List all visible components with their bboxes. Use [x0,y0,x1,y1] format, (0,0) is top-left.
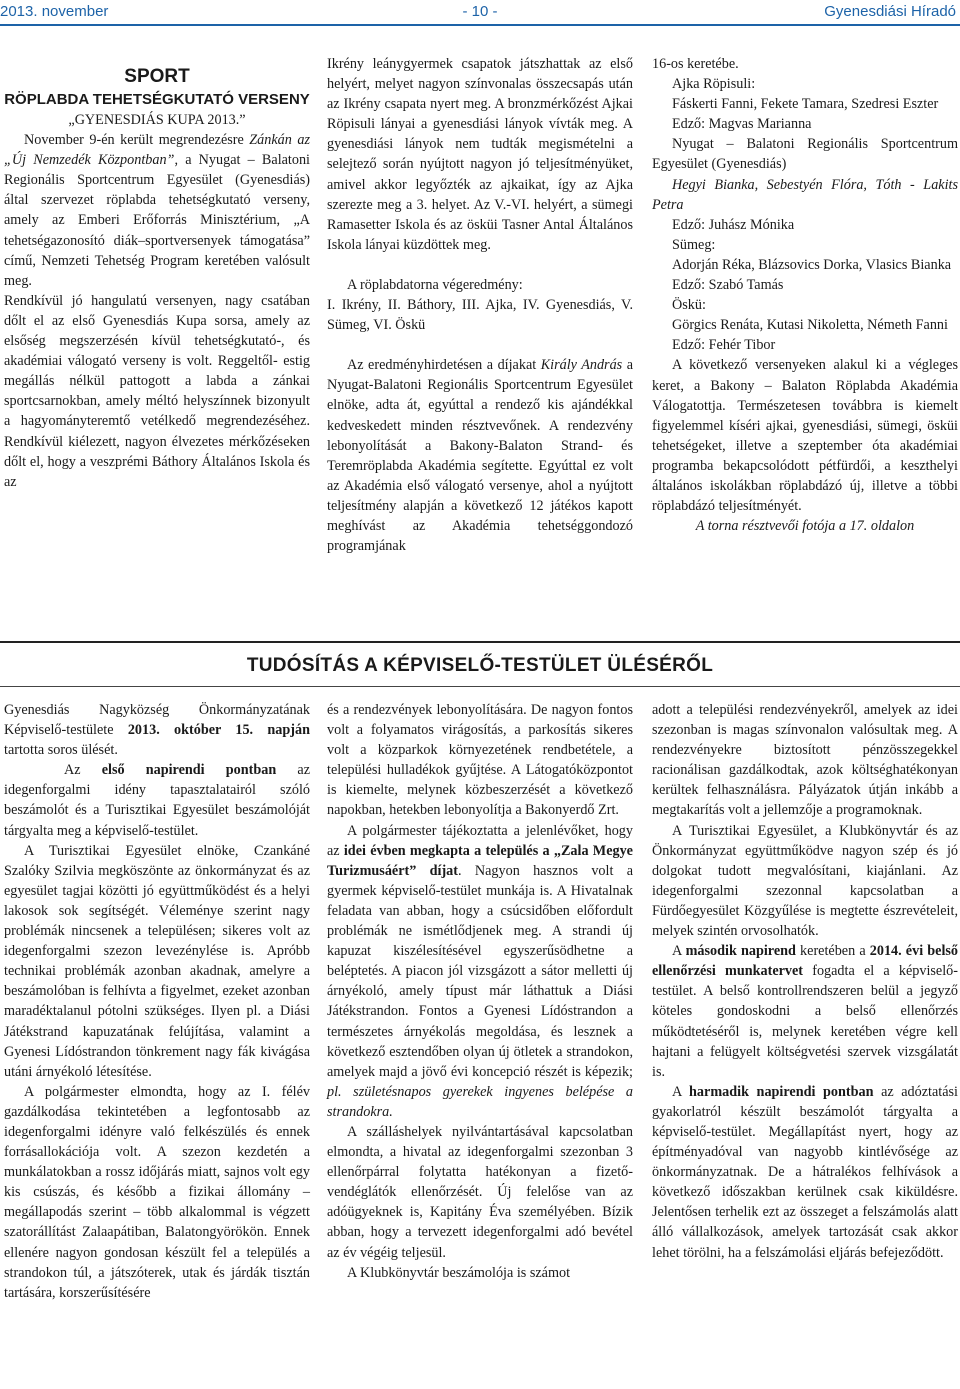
section-title-sport: SPORT [124,66,190,87]
sport-column-3 [652,54,958,536]
team-coach: Edző: Fehér Tibor [672,337,776,354]
title-underline [0,686,960,687]
section-divider [0,641,960,643]
team-coach: Edző: Szabó Tamás [672,277,784,294]
team-players: Görgics Renáta, Kutasi Nikoletta, Németh Fanni [672,317,948,334]
paragraph: A szálláshelyek nyilvántartásával kapcsolatban elmondta, a hivatal az idegenforgalmi szezonban 3 ellenőrpárral folytatta hatékonyan a fizető-vendéglátók ellenőrzését. Új felelőse van az adóügyeknek is, Kapitány Éva személyében. Bízik abban, hogy a tervezett idegenforgalmi adó bevétel az év végéig teljesül. [327,1123,633,1261]
report-column-3 [652,700,958,1263]
report-column-2 [327,700,633,1283]
paragraph: A Klubkönyvtár beszámolója is számot [347,1264,571,1281]
article-title-volleyball: RÖPLABDA TEHETSÉGKUTATÓ VERSENY [4,91,310,108]
paragraph: A második napirend keretében a 2014. évi belső ellenőrzési munkatervet fogadta el a képviselő-testület. A belső kontrollrendszeren belül a jegyző köteles gondoskodni a belső ellenőrzés működtetéséről is, melynek keretében végre kell hajtani a felügyelt költségvetési szervek vizsgálatát is. [652,943,959,1080]
team-name: Öskü: [672,297,706,314]
photo-reference: A torna résztvevői fotója a 17. oldalon [695,518,915,535]
header-rule [0,24,960,26]
paragraph: adott a települési rendezvényekről, amelyek az idei szezonban is magas színvonalon valósultak meg. A rendezvényekre biztosított pénzösszegekkel racionálisan gazdálkodtak, azok költséghatékonyan kerültek felhasználásra. Pályázatok útján inkább a megtakarítás volt a jellemzője a programoknak. [652,702,958,819]
team-name: Sümeg: [672,236,716,253]
paragraph: Gyenesdiás Nagyközség Önkormányzatának Képviselő-testülete 2013. október 15. napján tartotta soros ülését. [4,702,310,759]
sport-column-2 [327,54,633,556]
team-coach: Edző: Magvas Marianna [672,116,812,133]
report-column-1 [4,700,310,1303]
paragraph: A polgármester elmondta, hogy az I. félév gazdálkodása tekintetében a legfontosabb az idegenforgalmi idényre való felkészülés és ennek forrásallokációja volt. A szezon kezdetén a munkálatokban a rossz időjárás miatt, sajnos volt egy kis csúszás, és később a fizikai állomány – megállapodás szerint – több alkalommal is végzett szatorállítást Zalaapátiban, Balatongyörökön. Ennek ellenére nagyon gondosan készült fel a település a strandokon túl, a játszóterek, utak és járdák tisztán tartására, korszerűsítésére [4,1083,310,1301]
team-players: Fáskerti Fanni, Fekete Tamara, Szedresi Eszter [672,96,939,113]
header-page-number: - 10 - [462,3,498,20]
paragraph: November 9-én került megrendezésre Zánkán az „Új Nemzedék Központban”, a Nyugat – Balatoni Regionális Sportcentrum Egyesület (Gyenesdiás) által szervezet röplabda tehetségkutató verseny, amely az Emberi Erőforrás Minisztérium, „A tehetségazonosító diák–sportversenyek támogatása” című, Nemzeti Tehetség Program keretében valósult meg. [4,132,310,289]
paragraph: A következő versenyeken alakul ki a végleges keret, a Bakony – Balaton Röplabda Akadémia Válogatottja. Természetesen továbbra is kiemelt figyelemmel kíséri ajkai, gyenesdiási, sümegi, ösküi tehetségeket, illetve a szeptember óta akadémiai programba bekapcsolódott pétfürdői, a keszthelyi általános iskolákban röplabdázó új, illetve a többi röplabdázó teljesítményét. [652,357,958,515]
paragraph: Rendkívül jó hangulatú versenyen, nagy csatában dőlt el az első Gyenesdiás Kupa sorsa, amely az elsőség megszerzésén kívül tehetségkutató-, és akadémiai válogató verseny is volt. Reggeltől- estig megállás nélkül pattogott a labda a zánkai sportcsarnokban, amely méltó helyszínnek bizonyult a hagyományteremtő vetélkedő megrendezéséhez. Rendkívül kiélezett, nagyon élvezetes mérkőzéseken dőlt el, hogy a veszprémi Báthory Általános Iskola és az [4,292,310,490]
team-coach: Edző: Juhász Mónika [672,216,795,233]
team-players: Adorján Réka, Blázsovics Dorka, Vlasics Bianka [672,256,952,273]
team-name: Nyugat – Balatoni Regionális Sportcentrum Egyesület (Gyenesdiás) [652,136,958,173]
paragraph: A harmadik napirendi pontban az adóztatási gyakorlatról készült beszámolót tárgyalta a képviselő-testület. Megállapítást nyert, hogy az építményadóval van nagyobb kintlévősége az önkormányzatnak. De a hátralékos felhívások a következő időszakban kerülnek csak kiküldésre. Jelentősen terhelik ezt az összeget a felszámolás alatt álló vállalkozások, amelyek tartozását csak akkor lehet törölni, ha a felszámolási eljárás befejeződött. [652,1083,958,1261]
header-paper-name: Gyenesdiási Híradó [824,3,956,20]
paragraph: Az eredményhirdetésen a díjakat Király András a Nyugat-Balatoni Regionális Sportcentrum Egyesület elnöke, adta át, egyúttal a rendező kis ajándékkal kedveskedett minden résztvevőnek. A rendezvény lebonyolítását a Bakony-Balaton Strand- és Teremröplabda Akadémia segítette. Egyúttal ez volt az Akadémia első válogató versenye, ahol a nyújtott teljesítmény alapján a következő 12 játékos kapott meghívást az Akadémia tehetséggondozó programjának [327,357,633,555]
results-title: A röplabdatorna végeredmény: [347,276,523,293]
page-header [0,0,960,24]
paragraph: A Turisztikai Egyesület, a Klubkönyvtár és az Önkormányzat együttműködve nagyon szép és jó dolgokat tudott megvalósítani, kiajánlani. Az idegenforgalmi szezonnal kapcsolatban a Fürdőegyesület Közgyűlése is megtette észrevételeit, melyek szintén orvosolhatók. [652,822,958,940]
paragraph: A Turisztikai Egyesület elnöke, Czankáné Szalóky Szilvia megköszönte az önkormányzat és az egyesület tagjai közötti jó együttműködést és a helyi lakosok sok segítségét. Véleménye szerint nagy problémák nincsenek a településen; sikeres volt az idegenforgalmi szezon levezénylése is. Apróbb technikai problémák azonban akadnak, amelyre a beszámolóban is felhívta a figyelmet, ezeket azonban maradéktalanul pótolni szükséges. Ilyen pl. a Diási Játékstrand kapuzatának felújítása, valamint a Gyenesi Lídóstrandon tönkrement nagy fák kivágása utáni árnyékoló létesítése. [4,842,310,1080]
paragraph: és a rendezvények lebonyolítására. De nagyon fontos volt a folyamatos virágosítás, a parkosítás sikeres volt a közparkok környezetének rendbetétele, a települési hulladékok gyűjtése. A Látogatóközpontot is kiemelte, melynek közbeszerzését a következő napokban, hetekben lebonyolítja a Bakonyerdő Zrt. [327,702,633,819]
header-date: 2013. november [0,3,109,20]
sport-column-1 [4,64,310,492]
paragraph: A polgármester tájékoztatta a jelenlévőket, hogy az idei évben megkapta a település a „Zala Megye Turizmusáért” díjat. Nagyon hasznos volt a gyermek képviselő-testület munkája is. A Hivatalnak feladata van abban, hogy a csúcsidőben előfordult problémák ne ismétlődjenek meg. A strandi új kapuzat kiszélesítésével egyszerűsödhetne a beléptetés. A piacon jól vizsgázott a sátor melletti új árnyékoló, amely típust már láthattuk a Diási Játékstrandon. Fontos a Gyenesi Lídóstrandon a természetes árnyékolás megoldása, és lesznek a következő esztendőben olyan új ötletek a strandokon, amelyek majd a jövő évi koncepció részét is képezik; pl. születésnapos gyerekek ingyenes belépése a strandokra. [327,822,633,1120]
article-subtitle-cup: „GYENESDIÁS KUPA 2013.” [68,112,246,128]
results-list: I. Ikrény, II. Báthory, III. Ajka, IV. Gyenesdiás, V. Sümeg, VI. Öskü [327,297,633,334]
team-players: Hegyi Bianka, Sebestyén Flóra, Tóth - Lakits Petra [652,176,958,213]
text-line: 16-os keretébe. [652,56,739,72]
section-title-council-report: TUDÓSÍTÁS A KÉPVISELŐ-TESTÜLET ÜLÉSÉRŐL [246,655,714,676]
team-name: Ajka Röpisuli: [672,76,756,93]
paragraph: Az első napirendi pontban az idegenforgalmi idény tapasztalatairól szóló beszámolót és a Turisztikai Egyesület beszámolóját tárgyalta meg a képviselő-testület. [4,762,310,839]
paragraph: Ikrény leánygyermek csapatok játszhattak az első helyért, melyet nagyon színvonalas összecsapás után az Ikrény csapata nyert meg. A bronzmérkőzést Ajkai Röpisuli lányai a gyenesdiási lányok vívták meg. A gyenesdiási lányok nem tudták megismételni a selejtező során nyújtott nagyon jó teljesítményüket, amivel akkor legyőzték az ajkaikat, így az Ajka szerezte meg a 3. helyet. Az V.-VI. helyért, a sümegi Ramasetter Iskola és az ösküi Tasner Antal Általános Iskola lányai küzdöttek meg. [327,56,633,253]
